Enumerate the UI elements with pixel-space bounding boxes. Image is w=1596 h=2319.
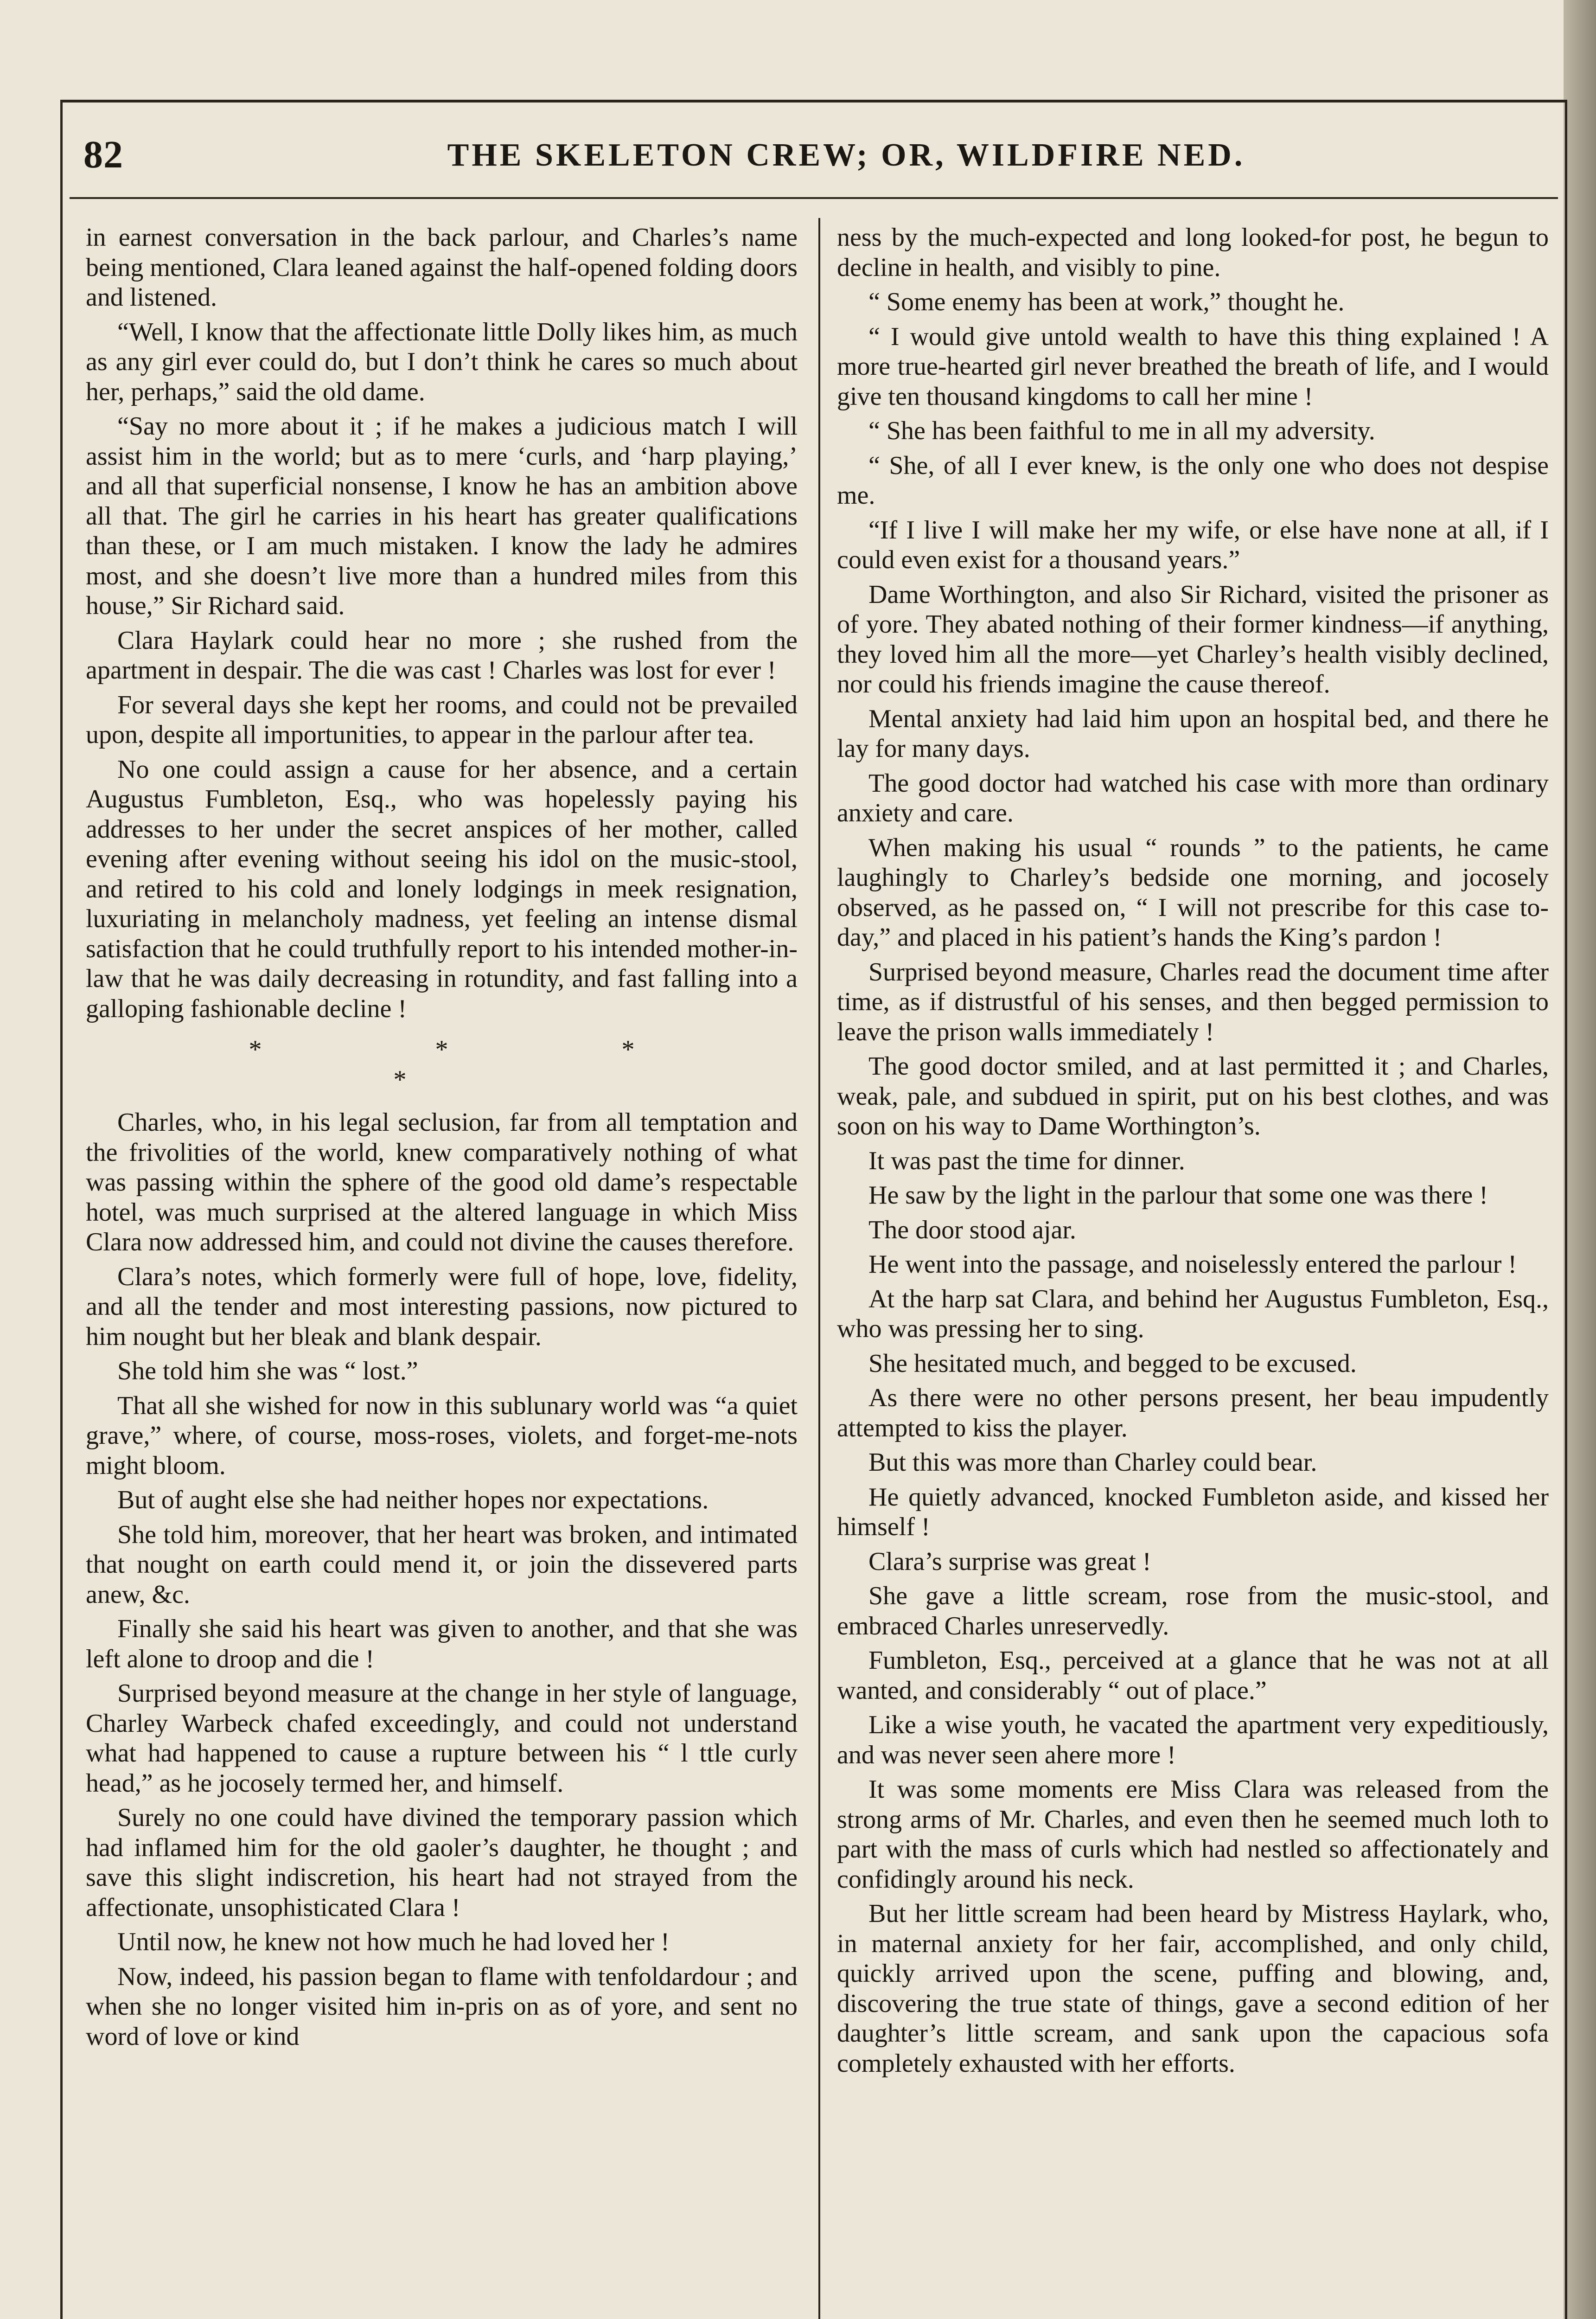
paragraph: “Well, I know that the affectionate little Dolly likes him, as much as any girl ever could do, but I don’t think he cares so much about her, perhaps,” said the old dame.: [86, 317, 798, 406]
paragraph: He saw by the light in the parlour that some one was there !: [868, 1181, 1488, 1210]
paragraph: When making his usual “ rounds ” to the patients, he came laughingly to Charley’s bedside one morning, and jocosely observed, as he passed on, “ I will not prescribe for this case to-day,” and placed in his patient’s hands the King’s pardon !: [837, 833, 1549, 952]
paragraph: Like a wise youth, he vacated the apartment very expeditiously, and was never seen ahere more !: [837, 1710, 1549, 1769]
page-number: 82: [83, 133, 123, 176]
paragraph: Surely no one could have divined the temporary passion which had inflamed him for the old gaoler’s daughter, he thought ; and save this slight indiscretion, his heart had not strayed from the affectionate, unsophisticated Clara !: [86, 1803, 798, 1922]
paragraph: “ Some enemy has been at work,” thought he.: [868, 288, 1345, 316]
paragraph: Fumbleton, Esq., perceived at a glance that he was not at all wanted, and considerably “ out of place.”: [837, 1646, 1549, 1705]
paragraph: It was some moments ere Miss Clara was released from the strong arms of Mr. Charles, and even then he seemed much loth to part with the mass of curls which had nestled so affectionately and confidingly around his neck.: [837, 1775, 1549, 1894]
section-break-stars: * * * *: [249, 1035, 718, 1094]
paragraph: The good doctor had watched his case with more than ordinary anxiety and care.: [837, 769, 1549, 827]
paragraph: But her little scream had been heard by Mistress Haylark, who, in maternal anxiety for her fair, accomplished, and only child, quickly arrived upon the scene, puffing and blowing, and, discovering the true state of things, gave a second edition of her daughter’s little scream, and sank upon the capacious sofa completely exhausted with her efforts.: [837, 1899, 1549, 2078]
paragraph: Dame Worthington, and also Sir Richard, visited the prisoner as of yore. They abated nothing of their former kindness—if anything, they loved him all the more—yet Charley’s health visibly declined, nor could his friends imagine the cause thereof.: [837, 580, 1549, 698]
paragraph: Until now, he knew not how much he had loved her !: [117, 1928, 670, 1956]
paragraph: He quietly advanced, knocked Fumbleton aside, and kissed her himself !: [837, 1482, 1549, 1541]
paragraph: Surprised beyond measure at the change in her style of language, Charley Warbeck chafed exceedingly, and could not understand what had happened to cause a rupture between his “ l ttle curly head,” as he jocosely termed her, and himself.: [86, 1679, 798, 1798]
paragraph: “ She has been faithful to me in all my adversity.: [868, 416, 1375, 445]
paragraph: “If I live I will make her my wife, or else have none at all, if I could even exist for a thousand years.”: [837, 515, 1549, 574]
paragraph: It was past the time for dinner.: [868, 1146, 1185, 1175]
right-column: [837, 223, 1549, 2083]
paragraph: “Say no more about it ; if he makes a judicious match I will assist him in the world; but as to mere ‘curls, and ‘harp playing,’ and all that superficial nonsense, I know he has an ambition above all that. The girl he carries in his heart has greater qualifications than these, or I am much mistaken. I know the lady he admires most, and she doesn’t live more than a hundred miles from this house,” Sir Richard said.: [86, 412, 798, 620]
paragraph: No one could assign a cause for her absence, and a certain Augustus Fumbleton, Esq., who was hopelessly paying his addresses to her under the secret anspices of her mother, called evening after evening without seeing his idol on the music-stool, and retired to his cold and lonely lodgings in meek resignation, luxuriating in melancholy madness, yet feeling an intense dismal satisfaction that he could truthfully report to his intended mother-in-law that he was daily decreasing in rotundity, and fast falling into a galloping fashionable decline !: [86, 755, 798, 1023]
paragraph: The good doctor smiled, and at last permitted it ; and Charles, weak, pale, and subdued in spirit, put on his best clothes, and was soon on his way to Dame Worthington’s.: [837, 1052, 1549, 1140]
paragraph: She hesitated much, and begged to be excused.: [868, 1349, 1357, 1378]
paragraph: “ I would give untold wealth to have this thing explained ! A more true-hearted girl never breathed the breath of life, and I would give ten thousand kingdoms to call her mine !: [837, 322, 1549, 411]
column-divider: [818, 218, 820, 2319]
paragraph: But this was more than Charley could bear.: [868, 1448, 1317, 1477]
paragraph: in earnest conversation in the back parlour, and Charles’s name being mentioned, Clara leaned against the half-opened folding doors and listened.: [86, 223, 798, 312]
paragraph: That all she wished for now in this sublunary world was “a quiet grave,” where, of course, moss-roses, violets, and forget-me-nots might bloom.: [86, 1391, 798, 1480]
paragraph: ness by the much-expected and long looked-for post, he begun to decline in health, and visibly to pine.: [837, 223, 1549, 282]
paragraph: She told him, moreover, that her heart was broken, and intimated that nought on earth could mend it, or join the dissevered parts anew, &c.: [86, 1520, 798, 1609]
header-rule: [70, 197, 1558, 199]
paragraph: Surprised beyond measure, Charles read the document time after time, as if distrustful of his senses, and then begged permission to leave the prison walls immediately !: [837, 957, 1549, 1046]
paragraph: But of aught else she had neither hopes nor expectations.: [117, 1486, 709, 1514]
paragraph: The door stood ajar.: [868, 1215, 1076, 1244]
paragraph: He went into the passage, and noiselessly entered the parlour !: [868, 1250, 1517, 1279]
paragraph: Clara’s surprise was great !: [868, 1547, 1151, 1576]
paragraph: “ She, of all I ever knew, is the only one who does not despise me.: [837, 451, 1549, 510]
running-head: THE SKELETON CREW; OR, WILDFIRE NED.: [447, 137, 1245, 173]
paragraph: For several days she kept her rooms, and could not be prevailed upon, despite all importunities, to appear in the parlour after tea.: [86, 690, 798, 749]
paragraph: Finally she said his heart was given to another, and that she was left alone to droop and die !: [86, 1614, 798, 1673]
paragraph: She told him she was “ lost.”: [117, 1357, 418, 1385]
paragraph: Mental anxiety had laid him upon an hospital bed, and there he lay for many days.: [837, 704, 1549, 763]
paragraph: At the harp sat Clara, and behind her Augustus Fumbleton, Esq., who was pressing her to sing.: [837, 1284, 1549, 1343]
paragraph: She gave a little scream, rose from the music-stool, and embraced Charles unreservedly.: [837, 1582, 1549, 1640]
paragraph: Now, indeed, his passion began to flame with tenfoldardour ; and when she no longer visited him in-pris on as of yore, and sent no word of love or kind: [86, 1962, 798, 2051]
paragraph: Clara’s notes, which formerly were full of hope, love, fidelity, and all the tender and most interesting passions, now pictured to him nought but her bleak and blank despair.: [86, 1262, 798, 1351]
scan-edge: [1564, 0, 1596, 2319]
paragraph: Charles, who, in his legal seclusion, far from all temptation and the frivolities of the world, knew comparatively nothing of what was passing within the sphere of the good old dame’s respectable hotel, was much surprised at the altered language in which Miss Clara now addressed him, and could not divine the causes therefore.: [86, 1108, 798, 1256]
left-column: [86, 223, 798, 2056]
paragraph: Clara Haylark could hear no more ; she rushed from the apartment in despair. The die was cast ! Charles was lost for ever !: [86, 626, 798, 685]
paragraph: As there were no other persons present, her beau impudently attempted to kiss the player.: [837, 1384, 1549, 1442]
